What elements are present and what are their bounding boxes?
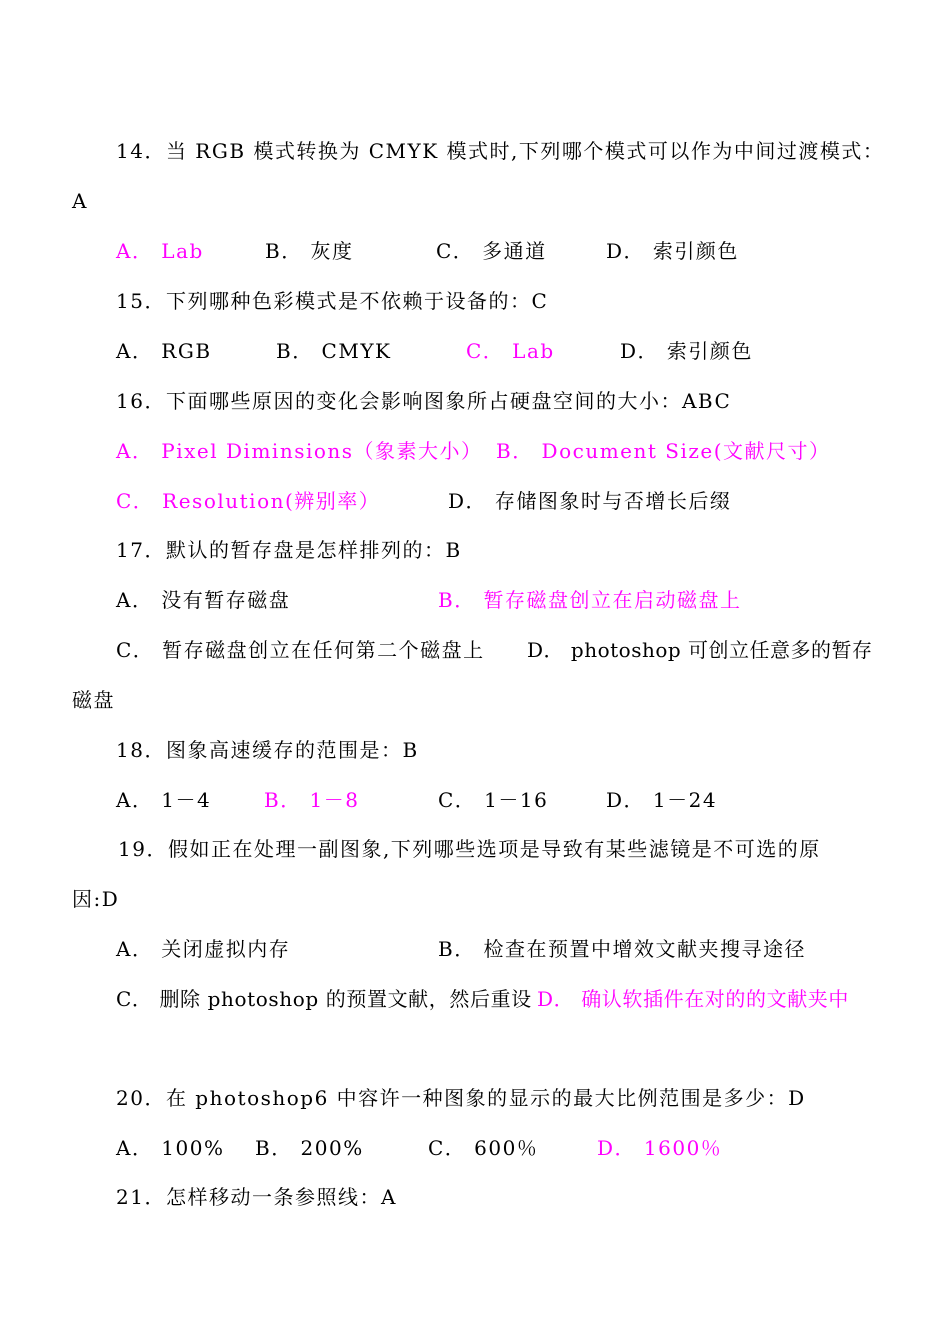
option-a: A． Pixel Diminsions（象素大小）	[116, 439, 483, 463]
option-c: C． 1－16	[438, 788, 549, 812]
question-17-options-cont: 磁盘	[72, 688, 115, 712]
question-16-stem: 16．下面哪些原因的变化会影响图象所占硬盘空间的大小：ABC	[116, 389, 732, 413]
option-c: C． 多通道	[436, 239, 547, 263]
question-19-stem: 19．假如正在处理一副图象,下列哪些选项是导致有某些滤镜是不可选的原	[118, 837, 821, 861]
option-b: B． 1－8	[264, 788, 360, 812]
option-a: A． 1－4	[116, 788, 212, 812]
option-b: B． Document Size(文献尺寸）	[496, 439, 831, 463]
question-17-stem: 17．默认的暂存盘是怎样排列的：B	[116, 538, 462, 562]
option-d: D． 索引颜色	[620, 339, 753, 363]
option-a: A． 100%	[116, 1136, 225, 1160]
option-c: C． 600％	[428, 1136, 539, 1160]
question-14-stem-cont: A	[72, 189, 88, 213]
question-17-options-row1	[0, 575, 950, 625]
option-b: B． 检查在预置中增效文献夹搜寻途径	[438, 937, 807, 961]
option-c: C． 暂存磁盘创立在任何第二个磁盘上	[116, 638, 485, 662]
question-14-options	[0, 226, 950, 276]
question-16-options-row1	[0, 426, 950, 476]
option-d: D． photoshop 可创立任意多的暂存	[527, 638, 873, 662]
question-19-stem-cont: 因:D	[72, 887, 120, 911]
question-21-stem: 21．怎样移动一条参照线：A	[116, 1185, 397, 1209]
question-20-stem: 20．在 photoshop6 中容许一种图象的显示的最大比例范围是多少：D	[116, 1086, 806, 1110]
option-a: A． 没有暂存磁盘	[116, 588, 291, 612]
option-a: A． Lab	[116, 239, 204, 263]
question-18-stem: 18．图象高速缓存的范围是：B	[116, 738, 419, 762]
option-d: D． 1600％	[597, 1136, 723, 1160]
option-b: B． 暂存磁盘创立在启动磁盘上	[438, 588, 742, 612]
option-c: C． Lab	[466, 339, 555, 363]
question-15-options	[0, 326, 950, 376]
question-18-options	[0, 775, 950, 825]
option-a: A． RGB	[116, 339, 212, 363]
question-19-options-row2	[0, 974, 950, 1024]
option-d: D． 1－24	[606, 788, 718, 812]
option-d: D． 存储图象时与否增长后缀	[448, 489, 732, 513]
option-b: B． CMYK	[276, 339, 392, 363]
question-15-stem: 15．下列哪种色彩模式是不依赖于设备的：C	[116, 289, 549, 313]
question-14-stem: 14．当 RGB 模式转换为 CMYK 模式时,下列哪个模式可以作为中间过渡模式：	[116, 139, 885, 163]
option-b: B． 200%	[255, 1136, 364, 1160]
option-c: C． Resolution(辨别率）	[116, 489, 381, 513]
option-d: D． 索引颜色	[606, 239, 739, 263]
option-c: C． 删除 photoshop 的预置文献，然后重设	[116, 987, 532, 1011]
option-b: B． 灰度	[265, 239, 354, 263]
option-d: D． 确认软插件在对的的文献夹中	[537, 987, 849, 1011]
question-19-options-row1	[0, 924, 950, 974]
question-17-options-row2	[0, 625, 950, 675]
question-16-options-row2	[0, 476, 950, 526]
option-a: A． 关闭虚拟内存	[116, 937, 291, 961]
question-20-options	[0, 1123, 950, 1173]
